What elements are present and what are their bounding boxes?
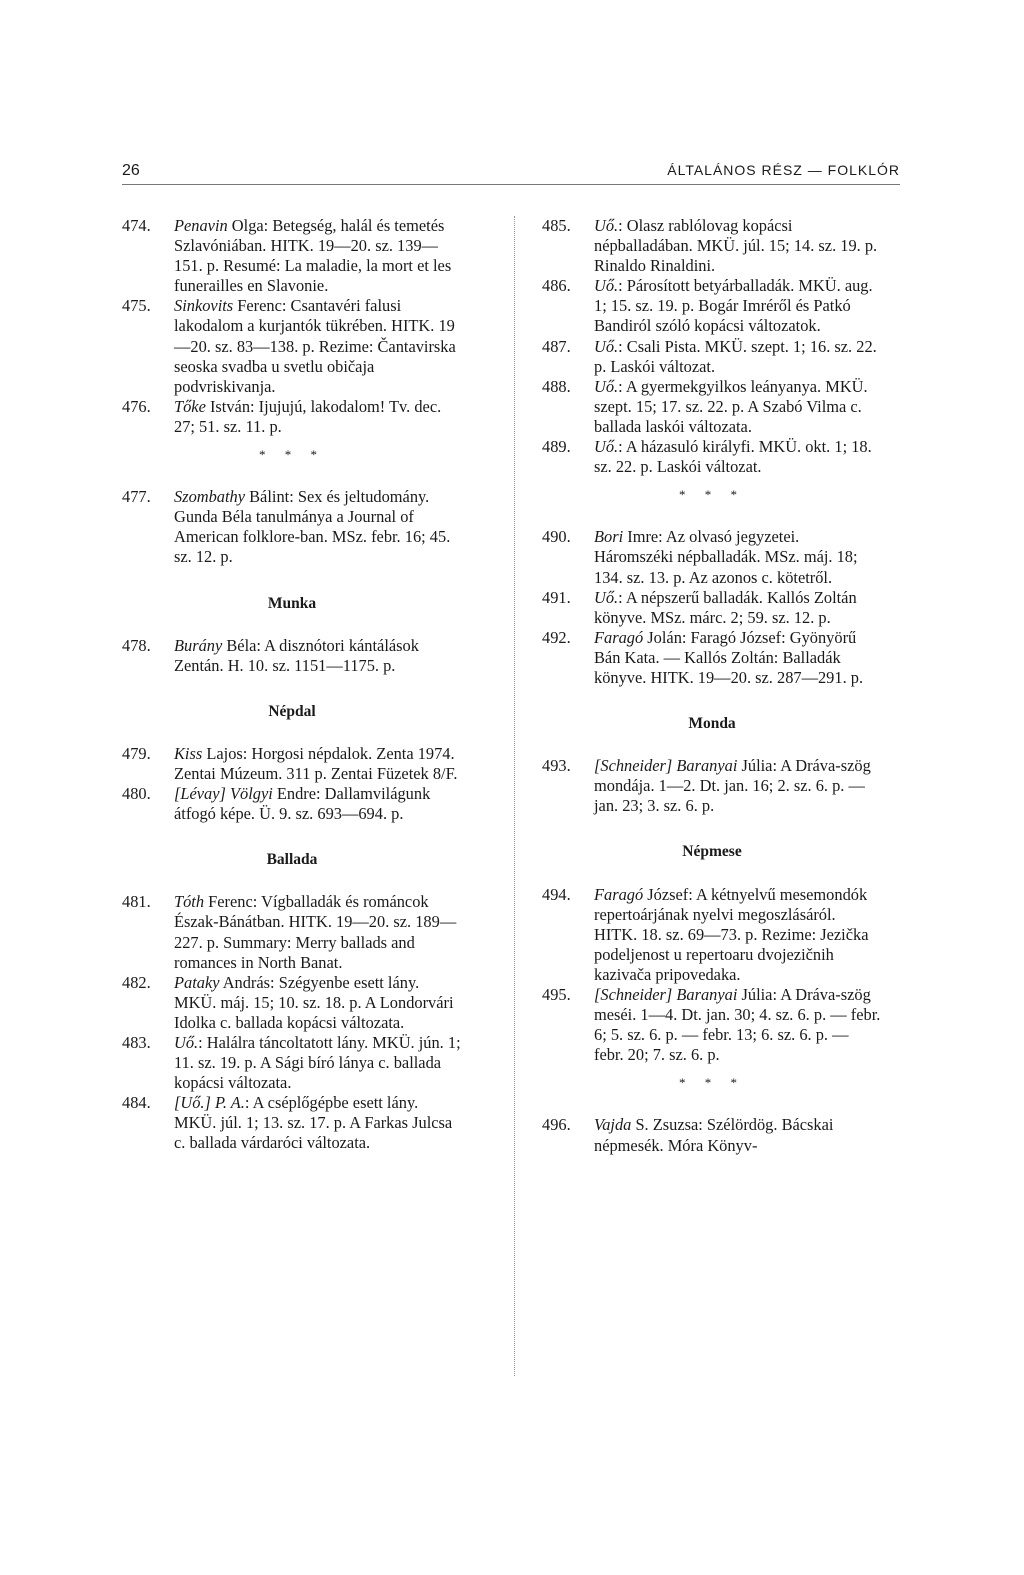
left-column xyxy=(122,216,462,1154)
bibliography-entry xyxy=(122,1093,462,1153)
entry-number: 481. xyxy=(122,892,151,912)
entry-number: 478. xyxy=(122,635,151,655)
section-separator-stars: * * * xyxy=(679,1075,745,1091)
entry-number: 495. xyxy=(542,985,571,1004)
entry-author: [Schneider] Baranyai xyxy=(594,756,738,776)
bibliography-entry xyxy=(122,784,462,824)
bibliography-entry xyxy=(122,973,462,1033)
entry-number: 485. xyxy=(542,216,571,235)
entry-text: : A népszerű balladák. Kallós Zoltán könyve. MSz. márc. 2; 59. sz. 12. p. xyxy=(594,587,857,627)
entry-text: Endre: Dallamvilágunk átfogó képe. Ü. 9. sz. 693—694. p. xyxy=(174,784,431,824)
entry-number: 490. xyxy=(542,527,571,547)
entry-author: Faragó xyxy=(594,884,644,904)
bibliography-entry xyxy=(542,588,882,628)
entry-author: Uő. xyxy=(594,376,619,396)
section-heading-nepmese: Népmese xyxy=(682,843,742,861)
bibliography-entry xyxy=(542,437,882,477)
column-divider xyxy=(514,216,515,1376)
bibliography-entry xyxy=(542,527,882,587)
bibliography-entry xyxy=(122,636,462,676)
entry-author: [Lévay] Völgyi xyxy=(174,784,273,804)
entry-author: Tőke xyxy=(174,396,206,416)
bibliography-entry xyxy=(542,276,882,336)
entry-text: : Csali Pista. MKÜ. szept. 1; 16. sz. 22. p. Laskói változat. xyxy=(594,336,877,376)
entry-author: [Uő.] P. A. xyxy=(174,1093,245,1113)
entry-number: 494. xyxy=(542,884,571,904)
bibliography-entry xyxy=(122,892,462,972)
entry-number: 484. xyxy=(122,1093,151,1113)
entry-author: Szombathy xyxy=(174,487,246,507)
entry-number: 487. xyxy=(542,336,571,356)
bibliography-entry xyxy=(542,756,882,816)
entry-author: Uő. xyxy=(594,216,619,235)
entry-author: Sinkovits xyxy=(174,296,234,316)
entry-number: 496. xyxy=(542,1115,571,1135)
entry-author: Vajda xyxy=(594,1115,632,1135)
entry-text: : A cséplőgépbe esett lány. MKÜ. júl. 1; 13. sz. 17. p. A Farkas Julcsa c. ballada várdaróci változata. xyxy=(174,1093,453,1153)
entry-author: Pataky xyxy=(174,972,220,992)
bibliography-entry xyxy=(542,985,882,1065)
bibliography-entry xyxy=(122,397,462,437)
entry-number: 482. xyxy=(122,972,151,992)
entry-text: Júlia: A Dráva-szög mondája. 1—2. Dt. jan. 16; 2. sz. 6. p. — jan. 23; 3. sz. 6. p. xyxy=(594,756,871,816)
entry-author: Bori xyxy=(594,527,624,547)
entry-number: 476. xyxy=(122,396,151,416)
entry-text: Ferenc: Vígballadák és románcok Észak-Bánátban. HITK. 19—20. sz. 189—227. p. Summary: Merry ballads and romances in North Banat. xyxy=(174,892,457,972)
entry-number: 477. xyxy=(122,487,151,507)
entry-author: [Schneider] Baranyai xyxy=(594,985,738,1004)
entry-number: 486. xyxy=(542,276,571,296)
entry-number: 491. xyxy=(542,587,571,607)
entry-text: Bálint: Sex és jeltudomány. Gunda Béla tanulmánya a Journal of American folklore-ban. MSz. febr. 16; 45. sz. 12. p. xyxy=(174,487,451,567)
entry-author: Penavin xyxy=(174,216,228,235)
entry-number: 488. xyxy=(542,376,571,396)
section-heading-munka: Munka xyxy=(267,594,317,612)
entry-text: S. Zsuzsa: Szélördög. Bácskai népmesék. Móra Könyv- xyxy=(594,1115,834,1155)
entry-text: Ferenc: Csantavéri falusi lakodalom a kurjantók tükrében. HITK. 19—20. sz. 83—138. p. Rezime: Čantavirska seoska svadba u svetlu običaja podvriskivanja. xyxy=(174,296,456,396)
section-heading-ballada: Ballada xyxy=(266,851,318,869)
entry-text: József: A kétnyelvű mesemondók repertoárjának nyelvi megoszlásáról. HITK. 18. sz. 69—73. p. Rezime: Jezička podeljenost u repertoaru dvojezičnih kazivača pripovedaka. xyxy=(594,884,869,984)
bibliography-entry xyxy=(122,216,462,296)
entry-text: : Halálra táncoltatott lány. MKÜ. jún. 1; 11. sz. 19. p. A Sági bíró lánya c. ballada kopácsi változata. xyxy=(174,1033,461,1093)
entry-author: Uő. xyxy=(594,276,619,296)
entry-text: Lajos: Horgosi népdalok. Zenta 1974. Zentai Múzeum. 311 p. Zentai Füzetek 8/F. xyxy=(174,743,458,783)
entry-number: 492. xyxy=(542,627,571,647)
section-separator-stars: * * * xyxy=(679,487,745,503)
entry-author: Uő. xyxy=(174,1033,199,1052)
entry-text: Jolán: Faragó József: Gyönyörű Bán Kata. — Kallós Zoltán: Balladák könyve. HITK. 19—20. sz. 287—291. p. xyxy=(594,627,864,687)
page-header xyxy=(122,158,900,185)
entry-text: István: Ijujujú, lakodalom! Tv. dec. 27; 51. sz. 11. p. xyxy=(174,396,442,436)
entry-number: 474. xyxy=(122,216,151,235)
entry-author: Tóth xyxy=(174,892,205,912)
entry-author: Burány xyxy=(174,635,223,655)
bibliography-entry xyxy=(542,216,882,276)
entry-author: Uő. xyxy=(594,336,619,356)
entry-text: Béla: A disznótori kántálások Zentán. H. 10. sz. 1151—1175. p. xyxy=(174,635,419,675)
entry-text: : Párosított betyárballadák. MKÜ. aug. 1; 15. sz. 19. p. Bogár Imréről és Patkó Bandiról szóló kopácsi változatok. xyxy=(594,276,873,336)
entry-text: András: Szégyenbe esett lány. MKÜ. máj. 15; 10. sz. 18. p. A Londorvári Idolka c. ballada kopácsi változata. xyxy=(174,972,454,1032)
entry-number: 475. xyxy=(122,296,151,316)
section-heading-nepdal: Népdal xyxy=(268,702,316,720)
entry-number: 480. xyxy=(122,784,151,804)
page-number: 26 xyxy=(122,162,140,179)
bibliography-entry xyxy=(122,296,462,396)
bibliography-entry xyxy=(122,744,462,784)
entry-author: Kiss xyxy=(174,743,203,763)
section-heading-monda: Monda xyxy=(688,715,736,733)
entry-number: 489. xyxy=(542,437,571,457)
entry-author: Uő. xyxy=(594,437,619,457)
running-head: ÁLTALÁNOS RÉSZ — FOLKLÓR xyxy=(667,162,900,178)
section-separator-stars: * * * xyxy=(259,447,325,463)
bibliography-entry xyxy=(122,1033,462,1093)
entry-text: Olga: Betegség, halál és temetés Szlavóniában. HITK. 19—20. sz. 139—151. p. Resumé: La maladie, la mort et les funerailles en Slavonie. xyxy=(174,216,452,296)
right-column xyxy=(542,216,882,1156)
entry-text: : A házasuló királyfi. MKÜ. okt. 1; 18. sz. 22. p. Laskói változat. xyxy=(594,437,872,477)
entry-text: : Olasz rablólovag kopácsi népballadában. MKÜ. júl. 15; 14. sz. 19. p. Rinaldo Rinaldini. xyxy=(594,216,878,276)
bibliography-entry xyxy=(542,337,882,377)
bibliography-entry xyxy=(542,628,882,688)
entry-author: Faragó xyxy=(594,627,644,647)
bibliography-entry xyxy=(542,1115,882,1155)
entry-text: : A gyermekgyilkos leányanya. MKÜ. szept. 15; 17. sz. 22. p. A Szabó Vilma c. ballada laskói változata. xyxy=(594,376,868,436)
entry-text: Júlia: A Dráva-szög meséi. 1—4. Dt. jan. 30; 4. sz. 6. p. — febr. 6; 5. sz. 6. p. — febr. 13; 6. sz. 6. p. — febr. 20; 7. sz. 6. p. xyxy=(594,985,881,1065)
entry-text: Imre: Az olvasó jegyzetei. Háromszéki népballadák. MSz. máj. 18; 134. sz. 13. p. Az azonos c. kötetről. xyxy=(594,527,858,587)
entry-number: 479. xyxy=(122,743,151,763)
bibliography-entry xyxy=(122,487,462,567)
bibliography-entry xyxy=(542,377,882,437)
entry-author: Uő. xyxy=(594,587,619,607)
entry-number: 493. xyxy=(542,756,571,776)
bibliography-entry xyxy=(542,885,882,985)
entry-number: 483. xyxy=(122,1033,151,1052)
